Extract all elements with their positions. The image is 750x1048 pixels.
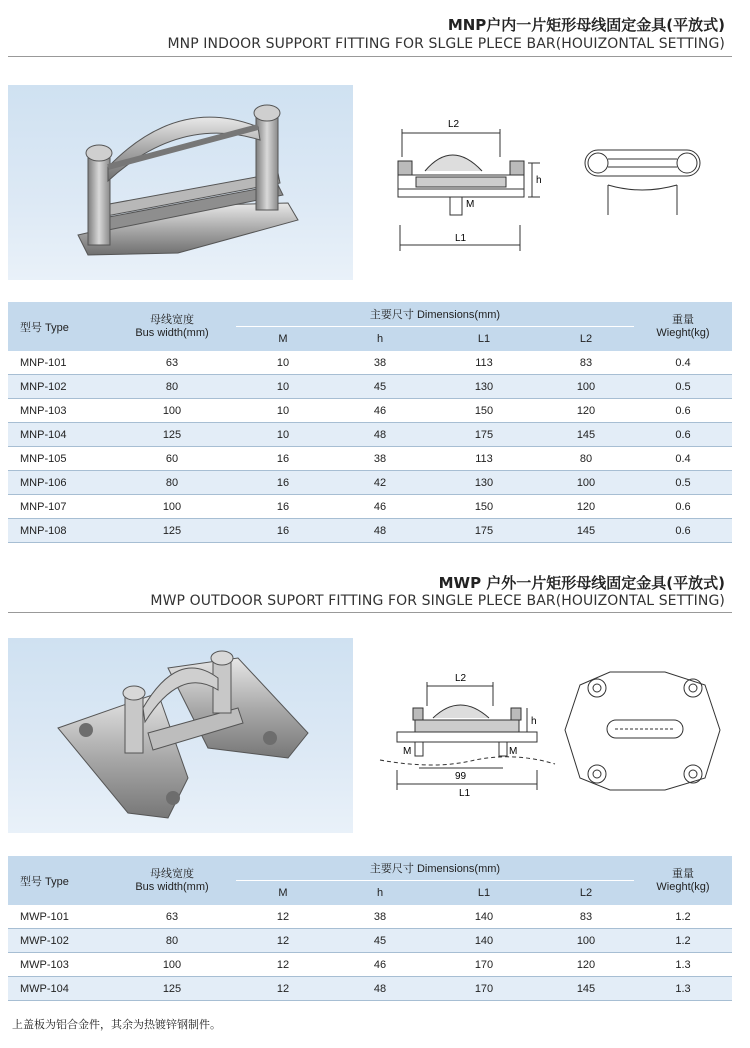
table-cell: 12 xyxy=(236,953,330,977)
table-cell: 125 xyxy=(108,423,236,447)
col-bus-en: Bus width(mm) xyxy=(135,326,209,339)
table-cell: 125 xyxy=(108,519,236,543)
col-l2: L2 xyxy=(538,881,634,906)
col-bus-cn: 母线宽度 xyxy=(150,867,194,880)
col-weight-en: Wieght(kg) xyxy=(656,326,710,339)
table-cell: 0.6 xyxy=(634,399,732,423)
table-cell: MWP-101 xyxy=(8,905,108,929)
col-bus-width xyxy=(108,302,236,351)
col-weight xyxy=(634,856,732,905)
table-row xyxy=(8,423,732,447)
table-cell: 130 xyxy=(430,471,538,495)
table-cell: 100 xyxy=(108,495,236,519)
table-cell: 170 xyxy=(430,953,538,977)
table-cell: 16 xyxy=(236,519,330,543)
product-photo-mwp xyxy=(8,638,353,833)
table-cell: 100 xyxy=(108,399,236,423)
col-weight-cn: 重量 xyxy=(672,313,694,326)
table-cell: 12 xyxy=(236,929,330,953)
table-cell: MNP-102 xyxy=(8,375,108,399)
table-cell: MNP-101 xyxy=(8,351,108,375)
technical-drawing-mnp xyxy=(380,95,730,265)
table-cell: 113 xyxy=(430,447,538,471)
table-cell: 48 xyxy=(330,977,430,1001)
table-cell: 80 xyxy=(108,471,236,495)
table-cell: 48 xyxy=(330,423,430,447)
table-cell: 125 xyxy=(108,977,236,1001)
table-cell: 48 xyxy=(330,519,430,543)
table-cell: 0.5 xyxy=(634,375,732,399)
table-cell: 150 xyxy=(430,399,538,423)
table-row xyxy=(8,447,732,471)
col-bus-width xyxy=(108,856,236,905)
table-row xyxy=(8,953,732,977)
table-cell: 45 xyxy=(330,929,430,953)
table-cell: MWP-103 xyxy=(8,953,108,977)
label-m-left: M xyxy=(403,746,412,757)
table-cell: 83 xyxy=(538,351,634,375)
col-l2: L2 xyxy=(538,327,634,352)
table-cell: 120 xyxy=(538,399,634,423)
col-weight xyxy=(634,302,732,351)
table-cell: 38 xyxy=(330,447,430,471)
label-l2: L2 xyxy=(448,119,460,130)
table-cell: 1.3 xyxy=(634,977,732,1001)
table-cell: 175 xyxy=(430,519,538,543)
table-cell: 12 xyxy=(236,977,330,1001)
col-m: M xyxy=(236,881,330,906)
table-cell: 0.6 xyxy=(634,495,732,519)
table-cell: 83 xyxy=(538,905,634,929)
table-cell: 0.4 xyxy=(634,351,732,375)
table-cell: 0.6 xyxy=(634,519,732,543)
table-cell: 113 xyxy=(430,351,538,375)
table-cell: 42 xyxy=(330,471,430,495)
table-cell: 120 xyxy=(538,953,634,977)
table-cell: 38 xyxy=(330,351,430,375)
table-cell: 16 xyxy=(236,447,330,471)
footnote: 上盖板为铝合金件，其余为热镀锌钢制件。 xyxy=(12,1018,221,1031)
table-cell: 175 xyxy=(430,423,538,447)
col-h: h xyxy=(330,327,430,352)
table-cell: 100 xyxy=(108,953,236,977)
label-l1: L1 xyxy=(459,788,471,799)
table-cell: 60 xyxy=(108,447,236,471)
table-row xyxy=(8,495,732,519)
table-cell: 150 xyxy=(430,495,538,519)
table-row xyxy=(8,929,732,953)
table-cell: 100 xyxy=(538,375,634,399)
table-cell: 63 xyxy=(108,905,236,929)
label-l2: L2 xyxy=(455,673,467,684)
col-dimensions: 主要尺寸 Dimensions(mm) xyxy=(236,302,634,327)
label-99: 99 xyxy=(455,771,467,782)
col-l1: L1 xyxy=(430,327,538,352)
label-h: h xyxy=(536,175,542,186)
col-h: h xyxy=(330,881,430,906)
table-cell: MNP-104 xyxy=(8,423,108,447)
col-weight-cn: 重量 xyxy=(672,867,694,880)
col-bus-en: Bus width(mm) xyxy=(135,880,209,893)
table-row xyxy=(8,519,732,543)
table-body-mnp xyxy=(8,351,732,543)
section-title-en: MNP INDOOR SUPPORT FITTING FOR SLGLE PLECE BAR(HOUIZONTAL SETTING) xyxy=(167,36,725,52)
col-type: 型号 Type xyxy=(8,302,108,351)
table-cell: MNP-108 xyxy=(8,519,108,543)
table-cell: 145 xyxy=(538,977,634,1001)
table-cell: 10 xyxy=(236,423,330,447)
table-cell: 63 xyxy=(108,351,236,375)
divider xyxy=(8,612,732,613)
table-cell: 16 xyxy=(236,471,330,495)
section-title-cn: MNP户内一片矩形母线固定金具(平放式) xyxy=(447,16,725,34)
table-cell: 80 xyxy=(108,929,236,953)
table-cell: 1.3 xyxy=(634,953,732,977)
table-cell: 10 xyxy=(236,399,330,423)
col-type: 型号 Type xyxy=(8,856,108,905)
table-row xyxy=(8,905,732,929)
table-cell: 170 xyxy=(430,977,538,1001)
table-cell: 130 xyxy=(430,375,538,399)
table-cell: MNP-106 xyxy=(8,471,108,495)
table-cell: 12 xyxy=(236,905,330,929)
table-cell: 0.4 xyxy=(634,447,732,471)
label-m-right: M xyxy=(509,746,518,757)
table-cell: MWP-102 xyxy=(8,929,108,953)
table-cell: 80 xyxy=(538,447,634,471)
label-h: h xyxy=(531,716,537,727)
table-cell: 140 xyxy=(430,929,538,953)
table-cell: 145 xyxy=(538,519,634,543)
table-cell: 45 xyxy=(330,375,430,399)
table-body-mwp xyxy=(8,905,732,1001)
spec-table-mwp xyxy=(8,856,732,1001)
table-cell: 120 xyxy=(538,495,634,519)
table-row xyxy=(8,351,732,375)
label-l1: L1 xyxy=(455,233,467,244)
table-cell: 46 xyxy=(330,495,430,519)
table-cell: MNP-103 xyxy=(8,399,108,423)
spec-table-mnp xyxy=(8,302,732,543)
table-row xyxy=(8,471,732,495)
col-weight-en: Wieght(kg) xyxy=(656,880,710,893)
table-cell: 1.2 xyxy=(634,905,732,929)
divider xyxy=(8,56,732,57)
table-cell: 1.2 xyxy=(634,929,732,953)
section-title-en: MWP OUTDOOR SUPORT FITTING FOR SINGLE PLECE BAR(HOUIZONTAL SETTING) xyxy=(150,593,725,609)
table-cell: MNP-107 xyxy=(8,495,108,519)
table-cell: 140 xyxy=(430,905,538,929)
table-cell: MWP-104 xyxy=(8,977,108,1001)
table-cell: 10 xyxy=(236,351,330,375)
table-cell: 38 xyxy=(330,905,430,929)
table-cell: 0.5 xyxy=(634,471,732,495)
table-cell: 145 xyxy=(538,423,634,447)
table-row xyxy=(8,375,732,399)
technical-drawing-mwp xyxy=(375,660,730,810)
table-cell: 10 xyxy=(236,375,330,399)
col-m: M xyxy=(236,327,330,352)
table-row xyxy=(8,977,732,1001)
product-photo-mnp xyxy=(8,85,353,280)
col-l1: L1 xyxy=(430,881,538,906)
col-bus-cn: 母线宽度 xyxy=(150,313,194,326)
table-cell: 100 xyxy=(538,471,634,495)
section-title-cn: MWP 户外一片矩形母线固定金具(平放式) xyxy=(438,574,725,592)
table-cell: 80 xyxy=(108,375,236,399)
col-dimensions: 主要尺寸 Dimensions(mm) xyxy=(236,856,634,881)
table-cell: 16 xyxy=(236,495,330,519)
table-cell: 46 xyxy=(330,953,430,977)
table-cell: 0.6 xyxy=(634,423,732,447)
label-m: M xyxy=(466,199,475,210)
table-cell: MNP-105 xyxy=(8,447,108,471)
table-cell: 46 xyxy=(330,399,430,423)
table-row xyxy=(8,399,732,423)
table-cell: 100 xyxy=(538,929,634,953)
